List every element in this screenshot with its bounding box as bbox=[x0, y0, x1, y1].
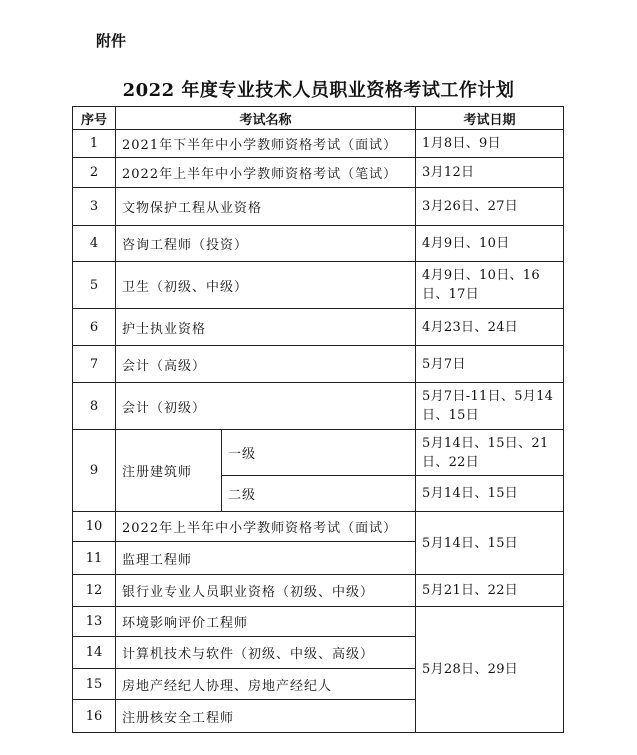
exam-date: 4月9日、10日 bbox=[416, 226, 564, 262]
exam-date: 5月7日 bbox=[416, 346, 564, 383]
exam-date: 4月23日、24日 bbox=[416, 309, 564, 346]
row-no: 9 bbox=[73, 430, 116, 512]
row-no: 2 bbox=[73, 158, 116, 188]
table-row bbox=[73, 607, 564, 637]
row-no: 5 bbox=[73, 262, 116, 309]
row-no: 11 bbox=[73, 542, 116, 575]
row-no: 3 bbox=[73, 188, 116, 226]
col-header-name: 考试名称 bbox=[116, 107, 416, 130]
exam-date: 5月14日、15日 bbox=[416, 512, 564, 575]
row-no: 15 bbox=[73, 669, 116, 700]
table-row bbox=[73, 430, 564, 476]
exam-date: 5月14日、15日 bbox=[416, 476, 564, 512]
exam-name: 护士执业资格 bbox=[116, 309, 416, 346]
row-no: 1 bbox=[73, 130, 116, 158]
exam-name: 计算机技术与软件（初级、中级、高级） bbox=[116, 637, 416, 669]
col-header-date: 考试日期 bbox=[416, 107, 564, 130]
exam-name: 2021年下半年中小学教师资格考试（面试） bbox=[116, 130, 416, 158]
table-row bbox=[73, 130, 564, 158]
exam-date: 3月12日 bbox=[416, 158, 564, 188]
row-no: 7 bbox=[73, 346, 116, 383]
row-no: 10 bbox=[73, 512, 116, 542]
exam-name: 监理工程师 bbox=[116, 542, 416, 575]
table-header-row bbox=[73, 107, 564, 130]
col-header-no: 序号 bbox=[73, 107, 116, 130]
table-row bbox=[73, 575, 564, 607]
exam-name: 咨询工程师（投资） bbox=[116, 226, 416, 262]
exam-name: 文物保护工程从业资格 bbox=[116, 188, 416, 226]
page-title: 2022 年度专业技术人员职业资格考试工作计划 bbox=[122, 80, 515, 101]
table-row bbox=[73, 309, 564, 346]
exam-schedule-table bbox=[72, 106, 564, 733]
exam-level: 二级 bbox=[222, 476, 416, 512]
row-no: 6 bbox=[73, 309, 116, 346]
exam-date: 4月9日、10日、16日、17日 bbox=[416, 262, 564, 309]
row-no: 13 bbox=[73, 607, 116, 637]
exam-level: 一级 bbox=[222, 430, 416, 476]
table-row bbox=[73, 158, 564, 188]
table-row bbox=[73, 512, 564, 542]
exam-name: 注册核安全工程师 bbox=[116, 700, 416, 733]
table-row bbox=[73, 226, 564, 262]
table-row bbox=[73, 346, 564, 383]
row-no: 8 bbox=[73, 383, 116, 430]
attachment-label: 附件 bbox=[96, 32, 127, 50]
exam-name: 2022年上半年中小学教师资格考试（面试） bbox=[116, 512, 416, 542]
exam-date: 1月8日、9日 bbox=[416, 130, 564, 158]
exam-name: 房地产经纪人协理、房地产经纪人 bbox=[116, 669, 416, 700]
exam-name: 卫生（初级、中级） bbox=[116, 262, 416, 309]
exam-name: 注册建筑师 bbox=[116, 430, 222, 512]
exam-name: 银行业专业人员职业资格（初级、中级） bbox=[116, 575, 416, 607]
table-row bbox=[73, 383, 564, 430]
table-row bbox=[73, 262, 564, 309]
exam-name: 环境影响评价工程师 bbox=[116, 607, 416, 637]
row-no: 14 bbox=[73, 637, 116, 669]
exam-date: 5月28日、29日 bbox=[416, 607, 564, 733]
exam-name: 2022年上半年中小学教师资格考试（笔试） bbox=[116, 158, 416, 188]
exam-date: 5月7日-11日、5月14日、15日 bbox=[416, 383, 564, 430]
exam-date: 5月14日、15日、21日、22日 bbox=[416, 430, 564, 476]
table-row bbox=[73, 188, 564, 226]
row-no: 4 bbox=[73, 226, 116, 262]
exam-date: 3月26日、27日 bbox=[416, 188, 564, 226]
row-no: 16 bbox=[73, 700, 116, 733]
exam-date: 5月21日、22日 bbox=[416, 575, 564, 607]
exam-name: 会计（高级） bbox=[116, 346, 416, 383]
row-no: 12 bbox=[73, 575, 116, 607]
exam-name: 会计（初级） bbox=[116, 383, 416, 430]
